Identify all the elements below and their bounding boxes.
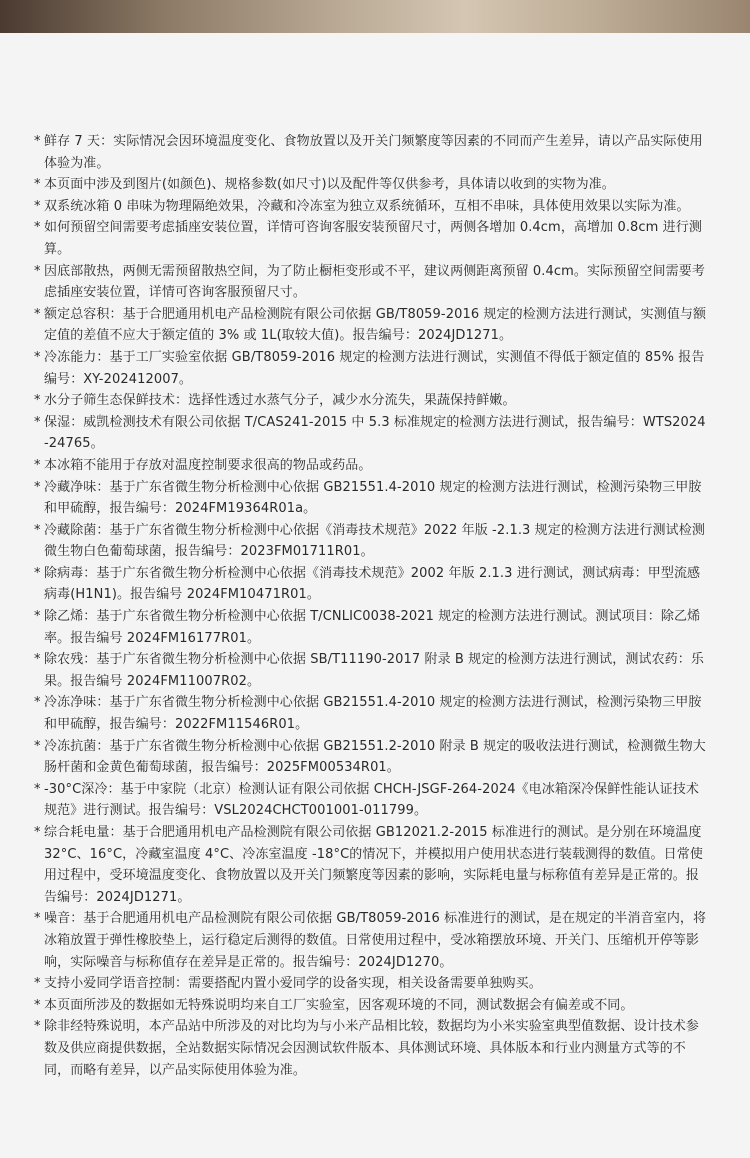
disclaimer-text: 鲜存 7 天：实际情况会因环境温度变化、食物放置以及开关门频繁度等因素的不同而产生差异，请以产品实际使用体验为准。 [44, 134, 703, 171]
disclaimer-item-deep-freeze [34, 779, 708, 822]
disclaimer-text: 本页面中涉及到图片(如颜色)、规格参数(如尺寸)以及配件等仅供参考，具体请以收到的实物为准。 [44, 177, 615, 193]
disclaimer-text: 冷藏净味：基于广东省微生物分析检测中心依据 GB21551.4-2010 规定的检测方法进行测试，检测污染物三甲胺和甲硫醇，报告编号：2024FM19364R01a。 [44, 479, 702, 517]
bullet-star: * [34, 652, 41, 668]
disclaimer-text: -30°C深冷：基于中家院（北京）检测认证有限公司依据 CHCH-JSGF-264-2024《电冰箱深冷保鲜性能认证技术规范》进行测试。报告编号：VSL2024CHCT001001-011799。 [44, 781, 699, 819]
disclaimer-item-freezing [34, 347, 708, 390]
disclaimer-text: 如何预留空间需要考虑插座安装位置，详情可咨询客服安装预留尺寸，两侧各增加 0.4cm，高增加 0.8cm 进行测算。 [44, 220, 702, 257]
disclaimer-text: 水分子筛生态保鲜技术：选择性透过水蒸气分子，减少水分流失，果蔬保持鲜嫩。 [44, 393, 516, 409]
bullet-star: * [34, 695, 41, 711]
bullet-star: * [34, 997, 41, 1013]
disclaimer-text: 本冰箱不能用于存放对温度控制要求很高的物品或药品。 [44, 457, 372, 473]
disclaimer-item-dual-system [34, 196, 708, 218]
disclaimer-item-lab-data [34, 995, 708, 1017]
bullet-star: * [34, 306, 41, 322]
disclaimer-item-fridge-germ [34, 520, 708, 563]
disclaimer-text: 除乙烯：基于广东省微生物分析检测中心依据 T/CNLIC0038-2021 规定的检测方法进行测试。测试项目：除乙烯率。报告编号 2024FM16177R01。 [44, 609, 701, 646]
bullet-star: * [34, 134, 41, 149]
bullet-star: * [34, 393, 41, 409]
disclaimer-item-comparison [34, 1016, 708, 1081]
bullet-star: * [34, 911, 41, 927]
bullet-star: * [34, 522, 41, 538]
disclaimer-text: 冷冻抗菌：基于广东省微生物分析检测中心依据 GB21551.2-2010 附录 B 规定的吸收法进行测试，检测微生物大肠杆菌和金黄色葡萄球菌，报告编号：2025FM00534R01。 [44, 738, 706, 776]
disclaimer-text: 双系统冰箱 0 串味为物理隔绝效果，冷藏和冷冻室为独立双系统循环，互相不串味，具体使用效果以实际为准。 [44, 198, 690, 214]
disclaimer-text: 支持小爱同学语音控制：需要搭配内置小爱同学的设备实现，相关设备需要单独购买。 [44, 976, 542, 992]
disclaimer-text: 除农残：基于广东省微生物分析检测中心依据 SB/T11190-2017 附录 B 规定的检测方法进行测试，测试农药：乐果。报告编号 2024FM11007R02。 [44, 652, 704, 689]
disclaimer-text: 保湿：威凯检测技术有限公司依据 T/CAS241-2015 中 5.3 标准规定的检测方法进行测试，报告编号：WTS2024-24765。 [44, 414, 706, 452]
disclaimer-text: 因底部散热，两侧无需预留散热空间，为了防止橱柜变形或不平，建议两侧距离预留 0.4cm。实际预留空间需要考虑插座安装位置，详情可咨询客服预留尺寸。 [44, 263, 705, 301]
disclaimer-item-fridge-odor [34, 477, 708, 520]
bullet-star: * [34, 825, 41, 840]
disclaimer-item-medicine [34, 455, 708, 477]
product-photo-strip [0, 0, 750, 33]
disclaimer-text: 冷藏除菌：基于广东省微生物分析检测中心依据《消毒技术规范》2022 年版 -2.1.3 规定的检测方法进行测试检测微生物白色葡萄球菌，报告编号：2023FM01711R01。 [44, 522, 705, 560]
disclaimer-text: 冷冻能力：基于工厂实验室依据 GB/T8059-2016 规定的检测方法进行测试，实测值不得低于额定值的 85% 报告编号：XY-202412007。 [44, 349, 705, 387]
disclaimer-text: 冷冻净味：基于广东省微生物分析检测中心依据 GB21551.4-2010 规定的检测方法进行测试，检测污染物三甲胺和甲硫醇，报告编号：2022FM11546R01。 [44, 695, 702, 733]
disclaimer-item-ethylene [34, 606, 708, 649]
disclaimer-item-noise [34, 908, 708, 973]
bullet-star: * [34, 738, 41, 754]
disclaimer-item-space [34, 217, 708, 260]
disclaimer-text: 额定总容积：基于合肥通用机电产品检测院有限公司依据 GB/T8059-2016 规定的检测方法进行测试，实测值与额定值的差值不应大于额定值的 3% 或 1L(取较大值)。报告编号：2024JD1271。 [44, 306, 707, 344]
bullet-star: * [34, 565, 41, 581]
disclaimer-item-freezer-odor [34, 692, 708, 735]
disclaimer-text: 除病毒：基于广东省微生物分析检测中心依据《消毒技术规范》2002 年版 2.1.3 进行测试，测试病毒：甲型流感病毒(H1N1)。报告编号 2024FM10471R01。 [44, 565, 701, 603]
disclaimer-text: 本页面所涉及的数据如无特殊说明均来自工厂实验室，因客观环境的不同，测试数据会有偏差或不同。 [44, 997, 634, 1013]
bullet-star: * [34, 198, 41, 214]
disclaimer-text: 综合耗电量：基于合肥通用机电产品检测院有限公司依据 GB12021.2-2015 标准进行的测试。是分别在环境温度 32°C、16°C，冷藏室温度 4°C、冷冻室温度 -18°C的情况下，并模拟用户使用状态进行装载测得的数值。日常使用过程中，受环境温度变化、食物放置以及开关门频繁度等因素的影响，实际耗电量与标称值有差异是正常的。报告编号：2024JD1271。 [44, 825, 703, 905]
bullet-star: * [34, 263, 41, 279]
bullet-star: * [34, 976, 41, 992]
disclaimer-item-virus [34, 563, 708, 606]
disclaimer-item-moisture [34, 412, 708, 455]
disclaimer-text: 除非经特殊说明，本产品站中所涉及的对比均为与小米产品相比较，数据均为小米实验室典型值数据、设计技术参数及供应商提供数据，全站数据实际情况会因测试软件版本、具体测试环境、具体版本和行业内测量方式等的不同，而略有差异，以产品实际使用体验为准。 [44, 1019, 700, 1078]
bullet-star: * [34, 479, 41, 495]
disclaimer-list [34, 131, 708, 1081]
bullet-star: * [34, 1019, 41, 1035]
bullet-star: * [34, 609, 41, 625]
disclaimer-item-capacity [34, 304, 708, 347]
bullet-star: * [34, 781, 41, 797]
disclaimer-item-fresh [34, 131, 708, 174]
disclaimer-item-heat [34, 261, 708, 304]
disclaimer-item-voice [34, 973, 708, 995]
disclaimer-item-sieve [34, 390, 708, 412]
disclaimer-item-reference [34, 174, 708, 196]
bullet-star: * [34, 349, 41, 365]
disclaimer-item-power [34, 822, 708, 908]
bullet-star: * [34, 457, 41, 473]
disclaimer-item-pesticide [34, 649, 708, 692]
disclaimer-item-freezer-antibacterial [34, 736, 708, 779]
bullet-star: * [34, 414, 41, 430]
disclaimer-text: 噪音：基于合肥通用机电产品检测院有限公司依据 GB/T8059-2016 标准进行的测试，是在规定的半消音室内，将冰箱放置于弹性橡胶垫上，运行稳定后测得的数值。日常使用过程中，受冰箱摆放环境、开关门、压缩机开停等影响，实际噪音与标称值存在差异是正常的。报告编号：2024JD1270。 [44, 911, 707, 970]
bullet-star: * [34, 177, 41, 193]
bullet-star: * [34, 220, 41, 236]
